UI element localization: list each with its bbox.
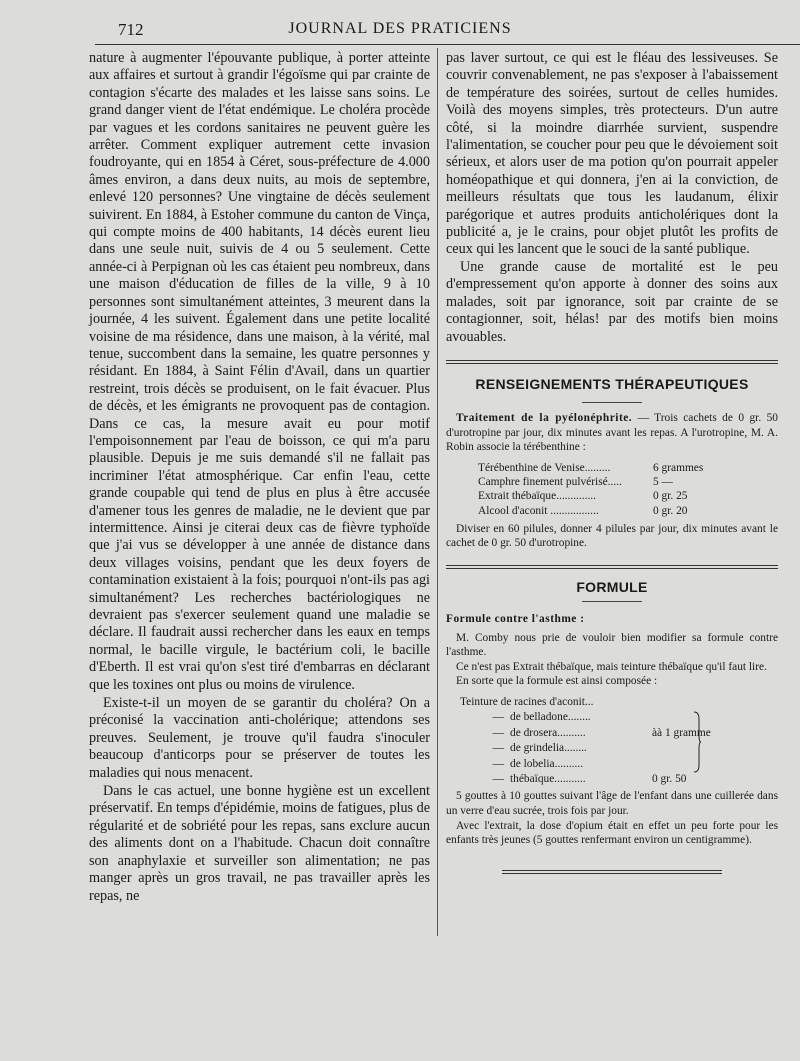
formula-list	[460, 695, 778, 787]
curly-brace-icon	[692, 711, 702, 773]
quantity: 0 gr. 20	[653, 504, 688, 517]
paragraph: Ce n'est pas Extrait thébaïque, mais teinture thébaïque qu'il faut lire.	[456, 660, 767, 673]
ditto-dash: —	[492, 757, 504, 770]
formula-note	[446, 612, 778, 848]
section-rule	[446, 360, 778, 364]
formula-row	[460, 757, 778, 772]
recipe-directions: Diviser en 60 pilules, donner 4 pilules par jour, dix minutes avant le cachet de 0 gr. 50 d'urotropine.	[446, 522, 778, 550]
recipe-row	[446, 489, 778, 503]
note-subtitle: Traitement de la pyélonéphrite.	[456, 411, 633, 424]
short-rule	[582, 601, 642, 602]
page-number: 712	[118, 20, 144, 39]
section-title-formule: FORMULE	[576, 579, 648, 596]
quantity: àà 1 gramme	[652, 726, 711, 739]
ingredient: Alcool d'aconit .................	[478, 504, 599, 517]
ingredient: thébaïque...........	[510, 773, 586, 786]
paragraph: nature à augmenter l'épouvante publique, à porter atteinte aux affaires et surtout à grandir l'égoïsme qui par crainte de contagion s'écarte des malades et les laisse sans soins. Le grand danger vient de l'état endémique. Le choléra procède par vagues et les cordons sanitaires ne peuvent guère les arrêter. Comment expliquer autrement cette invasion foudroyante, qui en 1854 à Céret, sous-préfecture de 4.000 âmes environ, a dans deux nuits, au mois de septembre, enlevé 120 personnes? Une vingtaine de décès seulement suivirent. En 1884, à Estoher commune du canton de Vinça, qui compte moins de 400 habitants, 14 décès eurent lieu dans une seule nuit, suivis de 4 ou 5 seulement. Cette année-ci à Perpignan où les cas étaient peu nombreux, dans une maison d'éducation de filles de la ville, 9 à 10 personnes sont simultanément atteintes, 3 meurent dans la journée, 4 les suivent. Également dans une petite localité voisine de ma résidence, dans une maison, à la vérité, mal tenue, succombent dans la semaine, les quatre personnes y résidant. En 1884, à Saint Félin d'Avail, dans un quartier restreint, trois décès se produisent, on le fait évacuer. Plus de décès, et les émigrants ne provoquent pas de contagion. Dans ce cas, la mesure avait eu pour motif l'empoisonnement par l'eau de boisson, ce qui m'a paru plausible. Depuis je me suis demandé s'il ne fallait pas incriminer l'état atmosphérique. Car enfin l'eau, cette grande coupable qui tend de plus en plus à être accusée d'amener tous les genres de maladie, ne le devient que par intermittence. Ainsi je citerai deux cas de fièvre typhoïde que j'ai vus se développer à une année de distance dans deux villages voisins, pendant que les deux foyers de contamination existaient à la fois; pourquoi n'ont-ils pas agi simultanément? Les recherches bactériologiques ne devraient pas s'exercer seulement quand une maladie se déclare. Il faudrait aussi rechercher dans les eaux en temps normal, le bacille virgule, le bactérium coli, le bacille d'Eberth. Il est vrai qu'on s'est tiré d'embarras en déclarant que les toxines ont plus ou moins de virulence.	[89, 50, 430, 693]
ingredient: Teinture de racines d'aconit...	[460, 696, 594, 709]
quantity: 0 gr. 25	[653, 490, 688, 503]
therapeutic-note	[446, 411, 778, 551]
section-title-therapeutiques: RENSEIGNEMENTS THÉRAPEUTIQUES	[475, 375, 749, 392]
formula-row	[460, 772, 778, 787]
ingredient: de belladone........	[510, 711, 591, 724]
quantity: 5 —	[653, 475, 673, 488]
paragraph: M. Comby nous prie de vouloir bien modifier sa formule contre l'asthme.	[446, 631, 778, 659]
paragraph: En sorte que la formule est ainsi composée :	[456, 675, 658, 688]
paragraph: 5 gouttes à 10 gouttes suivant l'âge de l'enfant dans une cuillerée dans un verre d'eau sucrée, trois fois par jour.	[446, 790, 778, 818]
brace-spacer	[630, 772, 652, 787]
ditto-dash: —	[492, 773, 504, 786]
recipe-row	[446, 461, 778, 475]
section-rule	[446, 565, 778, 569]
formula-row	[460, 741, 778, 756]
ingredient: de drosera..........	[510, 726, 586, 739]
left-column	[89, 50, 430, 905]
formula-row	[460, 710, 778, 725]
paragraph: Une grande cause de mortalité est le peu d'empressement qu'on apporte à donner des soins aux malades, soit par ignorance, soit par crainte de se contagionner, soit, hélas! par des motifs bien moins avouables.	[446, 258, 778, 345]
header-rule	[95, 44, 800, 45]
quantity: 6 grammes	[653, 461, 704, 474]
paragraph: pas laver surtout, ce qui est le fléau des lessiveuses. Se couvrir convenablement, ne pas s'exposer à l'abaissement de température des soirées, surtout de celles humides. Voilà des moyens simples, très protecteurs. D'un autre côté, si la moindre diarrhée survient, suspendre l'alimentation, se coucher pour peu que le dévoiement soit sérieux, et alors user de ma potion qu'on pourrait appeler homéopathique et qui donnera, j'en ai la conviction, de meilleurs résultats que tous les laudanum, élixir parégorique et autres produits anticholériques dont la publicité a, je le crains, pour objet plutôt les profits de ceux qui les lancent que le souci de la santé publique.	[446, 50, 778, 258]
end-rule	[502, 870, 722, 874]
recipe	[446, 461, 778, 518]
formula-subtitle: Formule contre l'asthme :	[446, 613, 585, 626]
journal-title: JOURNAL DES PRATICIENS	[288, 20, 512, 37]
column-divider	[437, 48, 438, 936]
short-rule	[582, 402, 642, 403]
ingredient: Extrait thébaïque..............	[478, 490, 596, 503]
paragraph: Avec l'extrait, la dose d'opium était en effet un peu forte pour les enfants très jeunes (5 gouttes renfermant environ un centigramme).	[446, 819, 778, 847]
paragraph: Existe-t-il un moyen de se garantir du choléra? On a préconisé la vaccination anti-cholérique; attendons ses preuves. Seulement, je trouve qu'il faudra s'inoculer beaucoup d'anticorps pour se préserver de toutes les maladies qui nous menacent.	[89, 695, 430, 781]
ingredient: Camphre finement pulvérisé.....	[478, 475, 622, 488]
brace	[630, 726, 652, 741]
ingredient: de lobelia..........	[510, 757, 584, 770]
formula-row	[460, 695, 778, 710]
quantity: 0 gr. 50	[652, 773, 687, 786]
formula-row	[460, 726, 778, 741]
recipe-row	[446, 475, 778, 489]
ingredient: Térébenthine de Venise.........	[478, 461, 611, 474]
right-column	[446, 50, 778, 874]
recipe-row	[446, 504, 778, 518]
ingredient: de grindelia........	[510, 742, 587, 755]
ditto-dash: —	[492, 742, 504, 755]
ditto-dash: —	[492, 726, 504, 739]
paragraph: Dans le cas actuel, une bonne hygiène est un excellent préservatif. En temps d'épidémie, moins de fatigues, plus de régularité et de sobriété pour les repas, sans exclure aucun des aliments dont on a l'habitude. Chacun doit connaître son anaphylaxie et surveiller son alimentation; ne pas manger après un gros travail, ne pas travailler après les repas, ne	[89, 783, 430, 904]
page-header	[0, 18, 800, 42]
ditto-dash: —	[492, 711, 504, 724]
note-intro: — Trois cachets de 0 gr. 50 d'urotropine par jour, dix minutes avant les repas. A l'urotropine, M. A. Robin associe la térébenthine :	[446, 411, 778, 454]
